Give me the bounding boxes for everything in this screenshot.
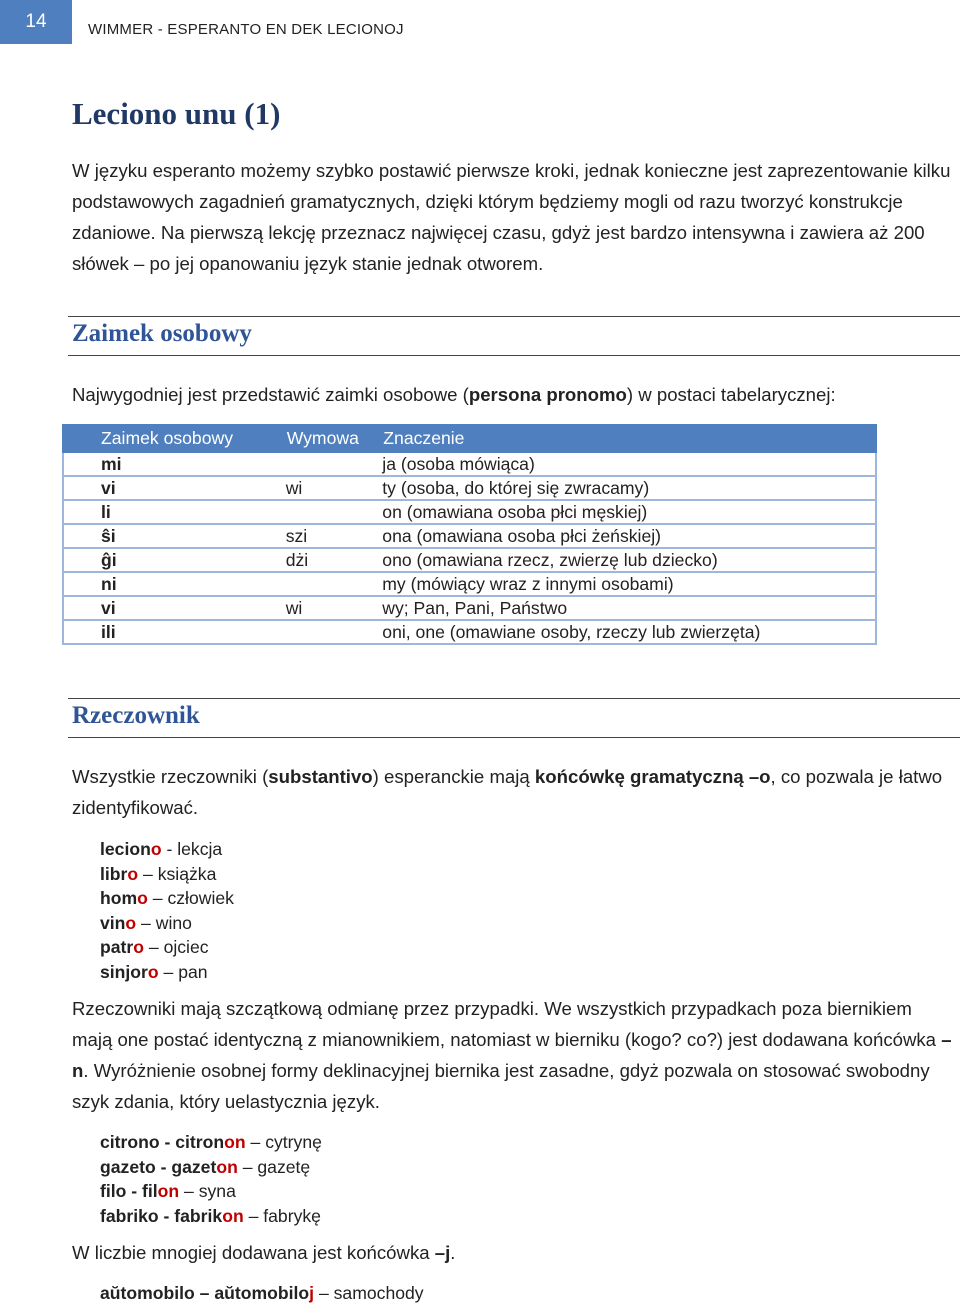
- table-row: [63, 596, 876, 620]
- pronunciation-cell: wi: [286, 476, 383, 500]
- meaning-cell: ty (osoba, do której się zwracamy): [382, 476, 876, 500]
- pronoun-cell: vi: [63, 596, 286, 620]
- word-ending: o: [137, 888, 148, 908]
- pronoun-cell: vi: [63, 476, 286, 500]
- translation: wino: [155, 912, 192, 933]
- table-row: [63, 548, 876, 572]
- table-header-row: [63, 425, 876, 452]
- section-heading-noun: Rzeczownik: [72, 702, 200, 729]
- section-rule-bottom: [68, 737, 960, 738]
- pronunciation-cell: [286, 452, 383, 476]
- pronoun-cell: ni: [63, 572, 286, 596]
- table-row: [63, 620, 876, 644]
- list-item: [100, 1130, 322, 1155]
- list-item: [100, 960, 234, 985]
- word-ending: o: [125, 912, 137, 933]
- translation: – cytrynę: [245, 1132, 322, 1152]
- plural-paragraph: W liczbie mnogiej dodawana jest końcówka –j.: [72, 1242, 456, 1263]
- separator: –: [138, 863, 158, 884]
- meaning-cell: on (omawiana osoba płci męskiej): [382, 500, 876, 524]
- pronoun-intro: Najwygodniej jest przedstawić zaimki osobowe (persona pronomo) w postaci tabelarycznej:: [72, 384, 836, 405]
- esperanto-word: fabriko - fabrik: [100, 1205, 223, 1226]
- word-ending: on: [224, 1132, 246, 1152]
- esperanto-word: hom: [100, 888, 138, 908]
- separator: –: [158, 961, 179, 982]
- esperanto-word: patr: [100, 937, 134, 957]
- translation: książka: [157, 863, 217, 884]
- esperanto-word: citrono - citron: [100, 1132, 225, 1152]
- separator: –: [147, 888, 168, 908]
- noun-example-list: [100, 837, 234, 984]
- plural-example: [100, 1281, 424, 1306]
- pronoun-cell: ĝi: [63, 548, 286, 572]
- meaning-cell: ono (omawiana rzecz, zwierzę lub dziecko): [382, 548, 876, 572]
- separator: –: [144, 937, 164, 957]
- esperanto-word: lecion: [100, 839, 151, 859]
- word-ending: on: [222, 1205, 244, 1226]
- list-item: aŭtomobilo – aŭtomobiloj – samochody: [100, 1283, 424, 1303]
- column-header-meaning: Znaczenie: [382, 425, 876, 452]
- list-item: [100, 1179, 322, 1204]
- table-row: [63, 524, 876, 548]
- running-header: WIMMER - ESPERANTO EN DEK LECIONOJ: [88, 21, 404, 38]
- pronoun-cell: ŝi: [63, 524, 286, 548]
- meaning-cell: ja (osoba mówiąca): [382, 452, 876, 476]
- pronunciation-cell: szi: [286, 524, 383, 548]
- word-ending: o: [147, 961, 159, 982]
- pronoun-table: [62, 424, 877, 645]
- translation: – gazetę: [237, 1156, 311, 1177]
- section-heading-pronoun: Zaimek osobowy: [72, 320, 252, 347]
- translation: lekcja: [177, 839, 223, 859]
- pronunciation-cell: wi: [286, 596, 383, 620]
- pronunciation-cell: [286, 572, 383, 596]
- list-item: [100, 1155, 322, 1180]
- list-item: [100, 911, 234, 936]
- table-row: [63, 476, 876, 500]
- translation: – fabrykę: [243, 1205, 321, 1226]
- section-rule-top: [68, 316, 960, 317]
- list-item: [100, 886, 234, 911]
- intro-paragraph: W języku esperanto możemy szybko postawić pierwsze kroki, jednak konieczne jest zaprezentowanie kilku podstawowych zagadnień gramatycznych, dzięki którym będziemy mogli od razu tworzyć konstrukcje zdaniowe. Na pierwszą lekcję przeznacz najwięcej czasu, gdyż jest bardzo intensywna i zawiera aż 200 słówek – po jej opanowaniu język stanie jednak otworem.: [72, 160, 951, 274]
- list-item: [100, 862, 234, 887]
- pronunciation-cell: [286, 500, 383, 524]
- meaning-cell: ona (omawiana osoba płci żeńskiej): [382, 524, 876, 548]
- case-paragraph: Rzeczowniki mają szczątkową odmianę przez przypadki. We wszystkich przypadkach poza biernikiem mają one postać identyczną z mianownikiem, natomiast w bierniku (kogo? co?) jest dodawana końcówka –n. Wyróżnienie osobnej formy deklinacyjnej biernika jest zasadne, gdyż pozwala on stosować swobodny szyk zdania, który uelastycznia język.: [72, 998, 952, 1112]
- list-item: [100, 837, 234, 862]
- noun-intro: Wszystkie rzeczowniki (substantivo) esperanckie mają końcówkę gramatyczną –o, co pozwala je łatwo zidentyfikować.: [72, 766, 943, 818]
- word-ending: o: [133, 937, 144, 957]
- translation: – syna: [179, 1181, 236, 1201]
- meaning-cell: wy; Pan, Pani, Państwo: [382, 596, 876, 620]
- word-ending: on: [157, 1181, 180, 1201]
- section-rule-top: [68, 698, 960, 699]
- pronoun-cell: ili: [63, 620, 286, 644]
- column-header-pronoun: Zaimek osobowy: [63, 425, 286, 452]
- meaning-cell: oni, one (omawiane osoby, rzeczy lub zwierzęta): [382, 620, 876, 644]
- separator: -: [161, 839, 178, 859]
- word-ending: o: [127, 863, 139, 884]
- translation: pan: [178, 961, 208, 982]
- esperanto-word: sinjor: [100, 961, 148, 982]
- separator: –: [136, 912, 156, 933]
- esperanto-word: filo - fil: [100, 1181, 158, 1201]
- translation: człowiek: [167, 888, 234, 908]
- esperanto-word: libr: [100, 863, 128, 884]
- word-ending: o: [150, 839, 162, 859]
- esperanto-word: gazeto - gazet: [100, 1156, 217, 1177]
- list-item: [100, 1204, 322, 1229]
- meaning-cell: my (mówiący wraz z innymi osobami): [382, 572, 876, 596]
- page-number: 14: [0, 0, 72, 44]
- translation: ojciec: [163, 937, 209, 957]
- table-row: [63, 452, 876, 476]
- table-row: [63, 500, 876, 524]
- list-item: [100, 935, 234, 960]
- esperanto-word: vin: [100, 912, 126, 933]
- lesson-title: Leciono unu (1): [72, 96, 281, 131]
- accusative-example-list: [100, 1130, 322, 1228]
- pronoun-cell: mi: [63, 452, 286, 476]
- pronunciation-cell: dżi: [286, 548, 383, 572]
- table-row: [63, 572, 876, 596]
- pronunciation-cell: [286, 620, 383, 644]
- pronoun-cell: li: [63, 500, 286, 524]
- column-header-pronunciation: Wymowa: [286, 425, 383, 452]
- section-rule-bottom: [68, 355, 960, 356]
- word-ending: on: [216, 1156, 238, 1177]
